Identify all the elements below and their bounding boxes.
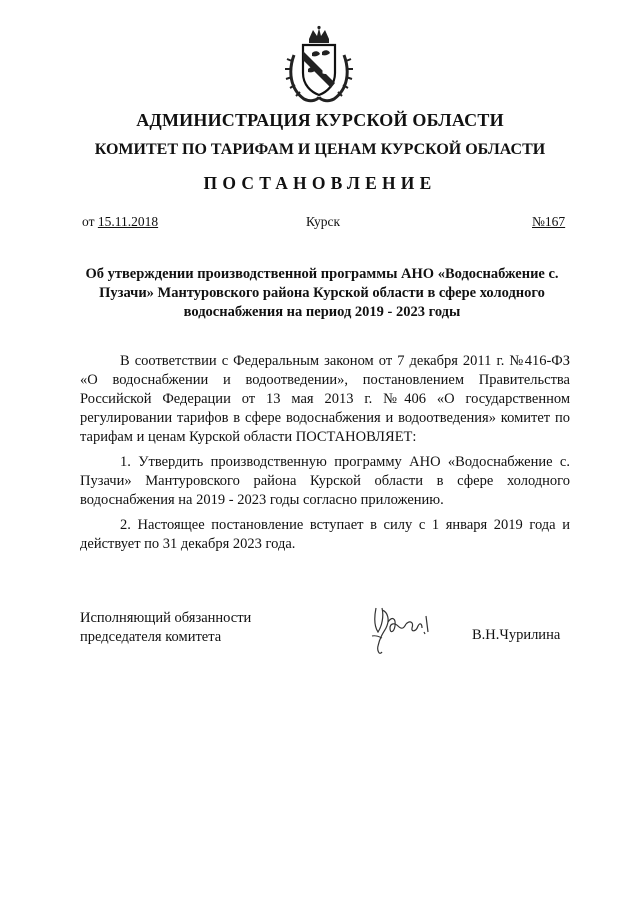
body-preamble: В соответствии с Федеральным законом от 7 декабря 2011 г. №416-ФЗ «О водоснабжении и водоотведении», постановлением Правительства Российской Федерации от 13 мая 2013 г. №406 «О государственном регулировании тарифов в сфере водоснабжения и водоотведения» комитет по тарифам и ценам Курской области ПОСТАНОВЛЯЕТ: [80, 353, 570, 445]
document-city: Курск [306, 214, 341, 229]
signatory-name: В.Н.Чурилина [472, 627, 561, 643]
date-prefix: от [82, 214, 95, 229]
coat-of-arms-icon [282, 25, 356, 103]
body-item-2: 2. Настоящее постановление вступает в силу с 1 января 2019 года и действует по 31 декабря 2023 года. [80, 517, 570, 552]
document-body [80, 352, 570, 554]
signatory-title [80, 609, 251, 647]
administration-title: АДМИНИСТРАЦИЯ КУРСКОЙ ОБЛАСТИ [136, 110, 504, 130]
document-type-title: ПОСТАНОВЛЕНИЕ [203, 173, 437, 193]
signatory-title-line-1: Исполняющий обязанности [80, 610, 252, 626]
document-subject: Об утверждении производственной программы АНО «Водоснабжение с. Пузачи» Мантуровского района Курской области в сфере холодного водоснабжения на период 2019 - 2023 годы [85, 266, 559, 320]
signatory-title-line-2: председателя комитета [80, 629, 222, 645]
handwritten-signature-icon [362, 602, 440, 658]
body-item-1: 1. Утвердить производственную программу АНО «Водоснабжение с. Пузачи» Мантуровского района Курской области в сфере холодного водоснабжения на 2019 - 2023 годы согласно приложению. [80, 454, 570, 508]
document-number: №167 [532, 214, 566, 229]
date-value: 15.11.2018 [97, 214, 159, 229]
committee-title: КОМИТЕТ ПО ТАРИФАМ И ЦЕНАМ КУРСКОЙ ОБЛАСТИ [94, 141, 546, 158]
document-date [82, 214, 158, 230]
